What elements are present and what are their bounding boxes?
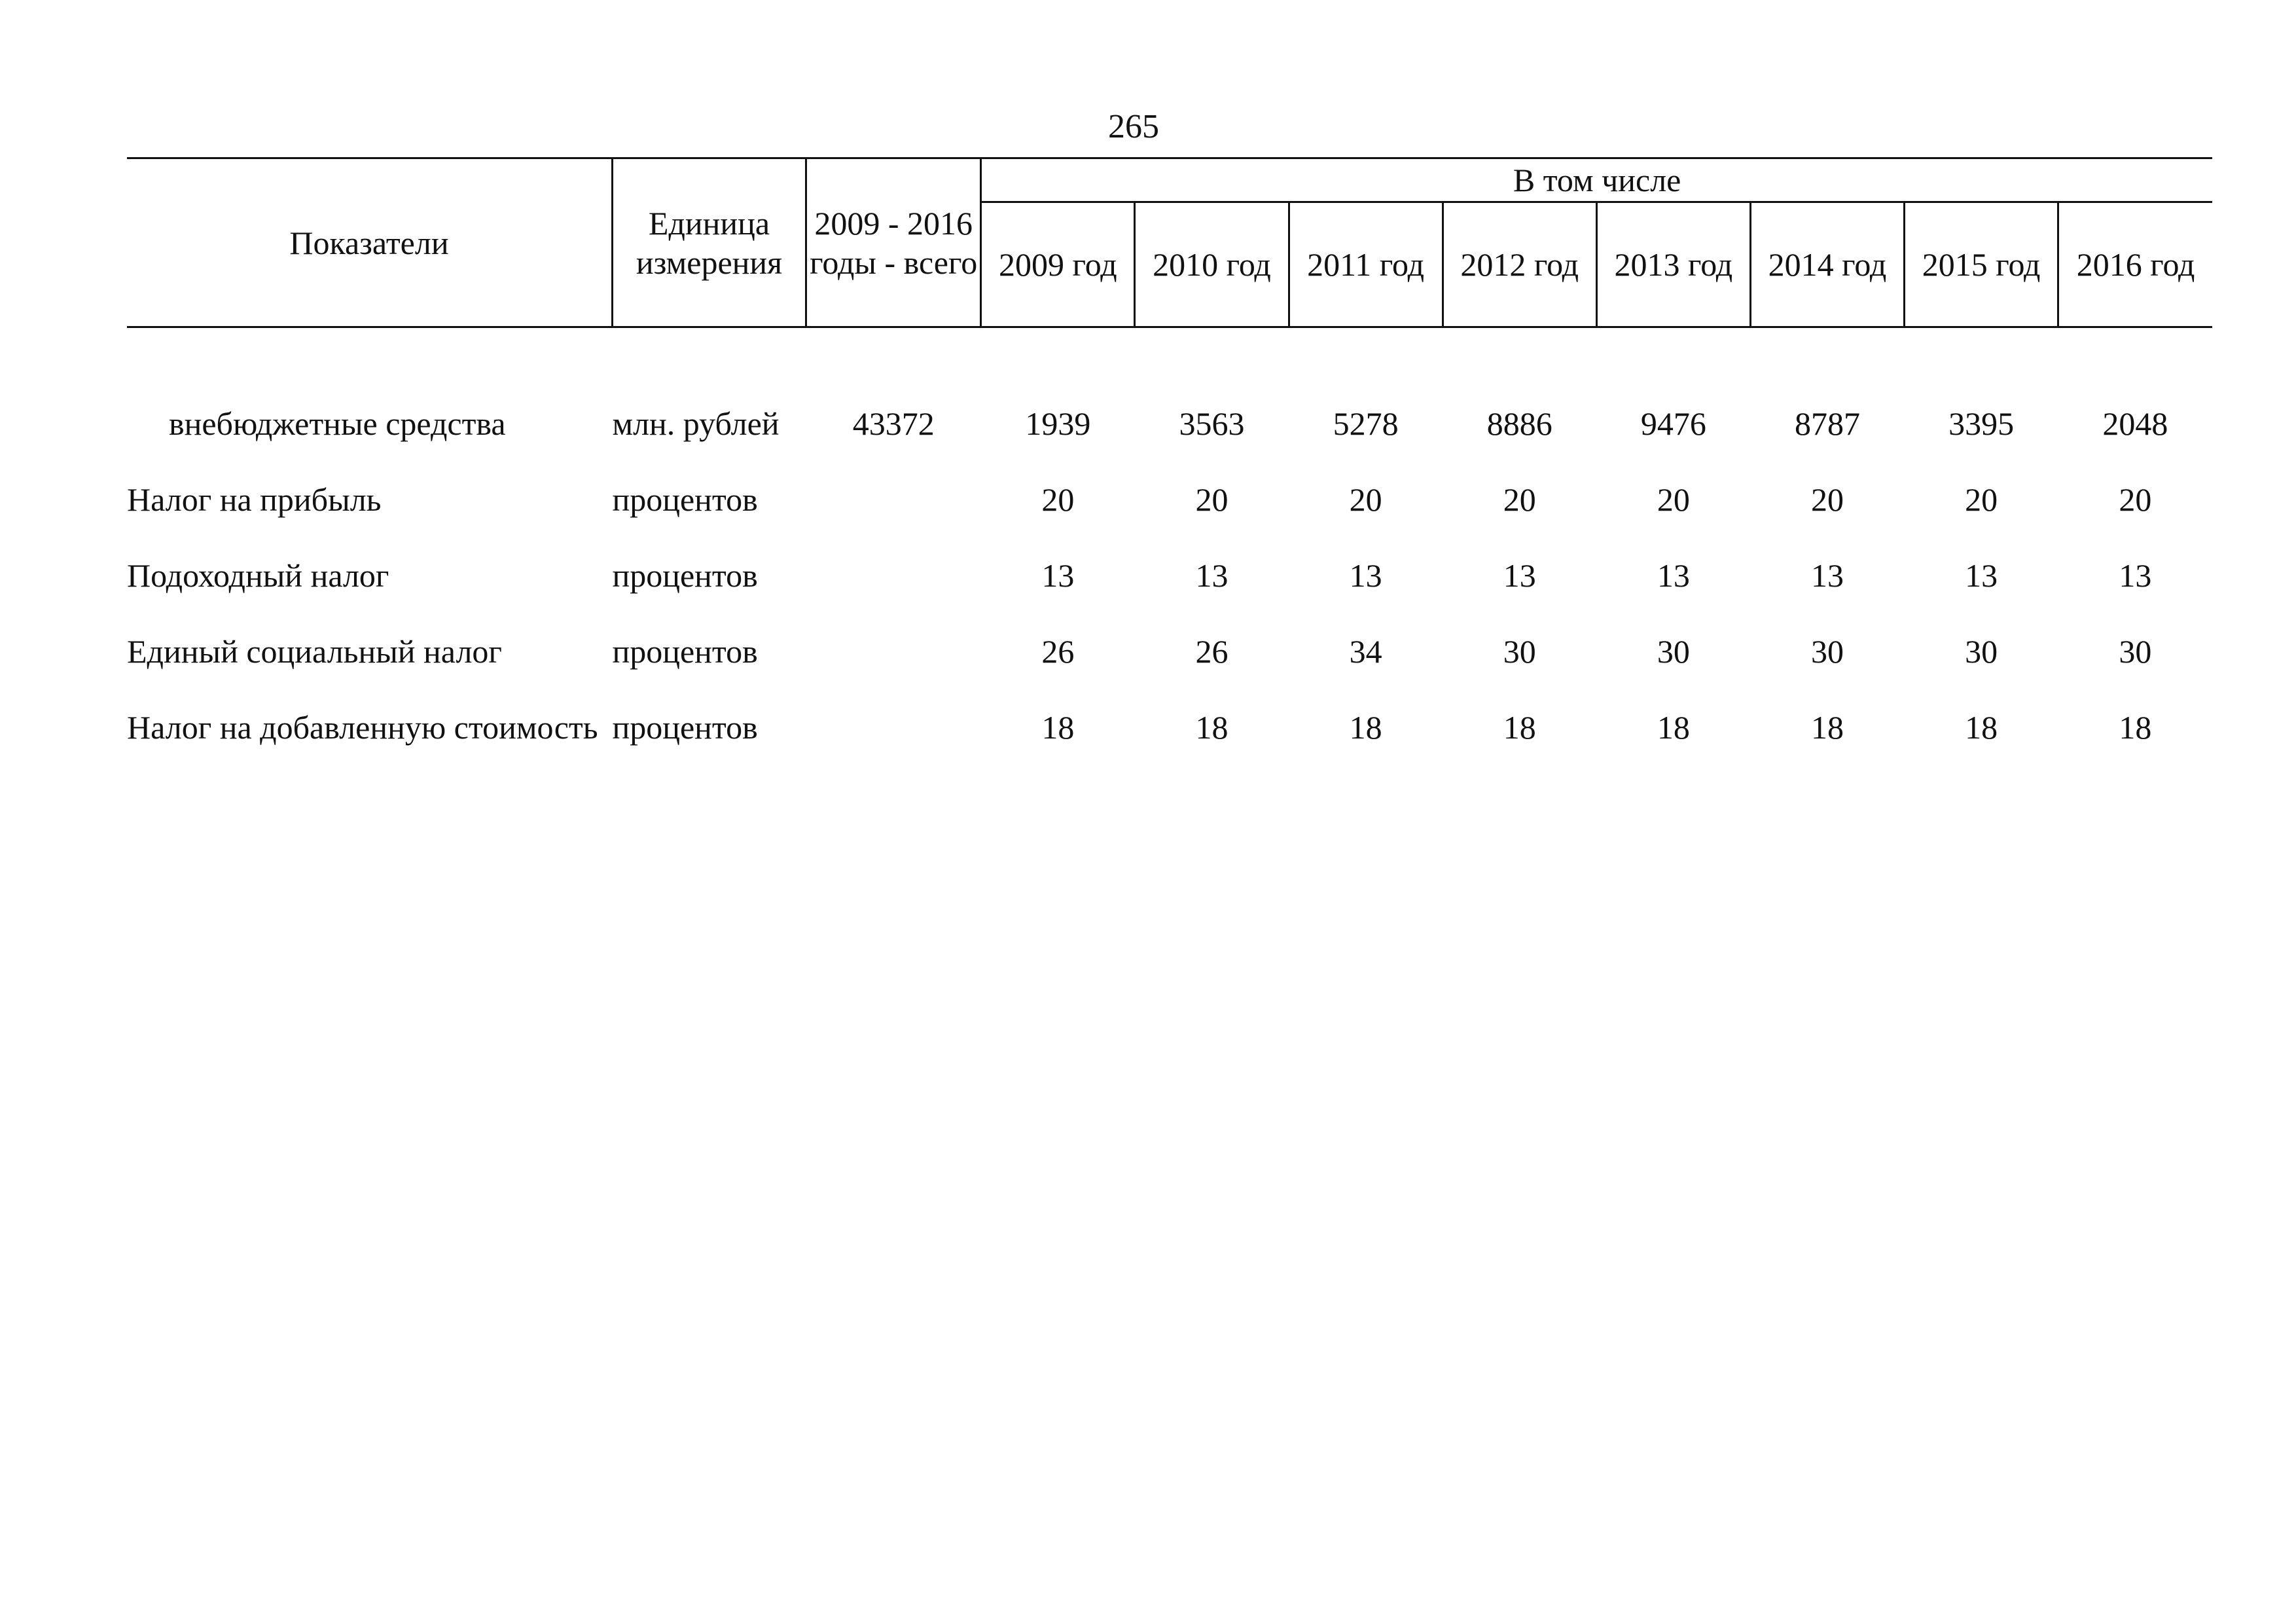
row-total	[806, 632, 981, 708]
row-value: 34	[1349, 633, 1382, 670]
row-value: 8886	[1486, 405, 1552, 442]
row-value: 2048	[2102, 405, 2168, 442]
row-name: внебюджетные средства	[169, 405, 506, 442]
row-value: 13	[1657, 557, 1690, 594]
row-name: Единый социальный налог	[127, 633, 502, 670]
row-value: 13	[1503, 557, 1536, 594]
row-value: 18	[1810, 709, 1844, 746]
row-value: 13	[1965, 557, 1998, 594]
row-value: 3395	[1948, 405, 2015, 442]
row-name: Налог на прибыль	[127, 481, 382, 518]
row-value: 20	[1349, 481, 1382, 518]
page-number: 265	[1108, 108, 1159, 145]
row-value: 13	[1810, 557, 1844, 594]
header-year: 2011 год	[1289, 202, 1443, 327]
row-value: 13	[1041, 557, 1075, 594]
row-unit: млн. рублей	[612, 405, 780, 442]
row-value: 9476	[1640, 405, 1706, 442]
row-value: 8787	[1794, 405, 1860, 442]
row-value: 20	[1041, 481, 1075, 518]
header-year: 2014 год	[1750, 202, 1904, 327]
row-unit: процентов	[612, 557, 758, 594]
header-year: 2013 год	[1596, 202, 1750, 327]
row-value: 20	[1657, 481, 1690, 518]
table-row	[127, 632, 2212, 708]
row-value: 30	[1965, 633, 1998, 670]
header-year: 2016 год	[2058, 202, 2212, 327]
header-group: В том числе	[981, 158, 2212, 202]
row-unit: процентов	[612, 709, 758, 746]
header-year: 2009 год	[981, 202, 1135, 327]
row-total	[806, 708, 981, 784]
table-row	[127, 708, 2212, 784]
header-year: 2012 год	[1443, 202, 1596, 327]
header-row	[127, 158, 2212, 202]
row-value: 20	[1810, 481, 1844, 518]
row-value: 20	[1965, 481, 1998, 518]
row-total	[806, 480, 981, 556]
row-value: 20	[1503, 481, 1536, 518]
row-value: 18	[2119, 709, 2152, 746]
row-value: 18	[1965, 709, 1998, 746]
row-value: 18	[1195, 709, 1229, 746]
row-value: 3563	[1179, 405, 1245, 442]
row-value: 18	[1041, 709, 1075, 746]
row-value: 26	[1041, 633, 1075, 670]
row-unit: процентов	[612, 633, 758, 670]
table-row	[127, 480, 2212, 556]
row-value: 18	[1349, 709, 1382, 746]
row-unit: процентов	[612, 481, 758, 518]
row-name: Налог на добавленную стоимость	[127, 709, 598, 746]
row-value: 20	[2119, 481, 2152, 518]
row-value: 1939	[1025, 405, 1091, 442]
row-total	[806, 556, 981, 632]
header-unit: Единица измерения	[612, 158, 806, 327]
header-indicators: Показатели	[127, 158, 612, 327]
row-value: 13	[1349, 557, 1382, 594]
row-value: 18	[1503, 709, 1536, 746]
indicators-table	[127, 157, 2212, 784]
header-year: 2015 год	[1905, 202, 2058, 327]
row-value: 30	[1810, 633, 1844, 670]
table-row	[127, 404, 2212, 480]
row-value: 30	[1657, 633, 1690, 670]
row-value: 30	[1503, 633, 1536, 670]
row-value: 5278	[1333, 405, 1399, 442]
row-name: Подоходный налог	[127, 557, 389, 594]
header-year: 2010 год	[1135, 202, 1289, 327]
table-row	[127, 556, 2212, 632]
row-value: 30	[2119, 633, 2152, 670]
row-total: 43372	[852, 405, 935, 442]
row-value: 18	[1657, 709, 1690, 746]
row-value: 20	[1195, 481, 1229, 518]
header-total: 2009 - 2016 годы - всего	[806, 158, 981, 327]
row-value: 13	[1195, 557, 1229, 594]
row-value: 26	[1195, 633, 1229, 670]
row-value: 13	[2119, 557, 2152, 594]
